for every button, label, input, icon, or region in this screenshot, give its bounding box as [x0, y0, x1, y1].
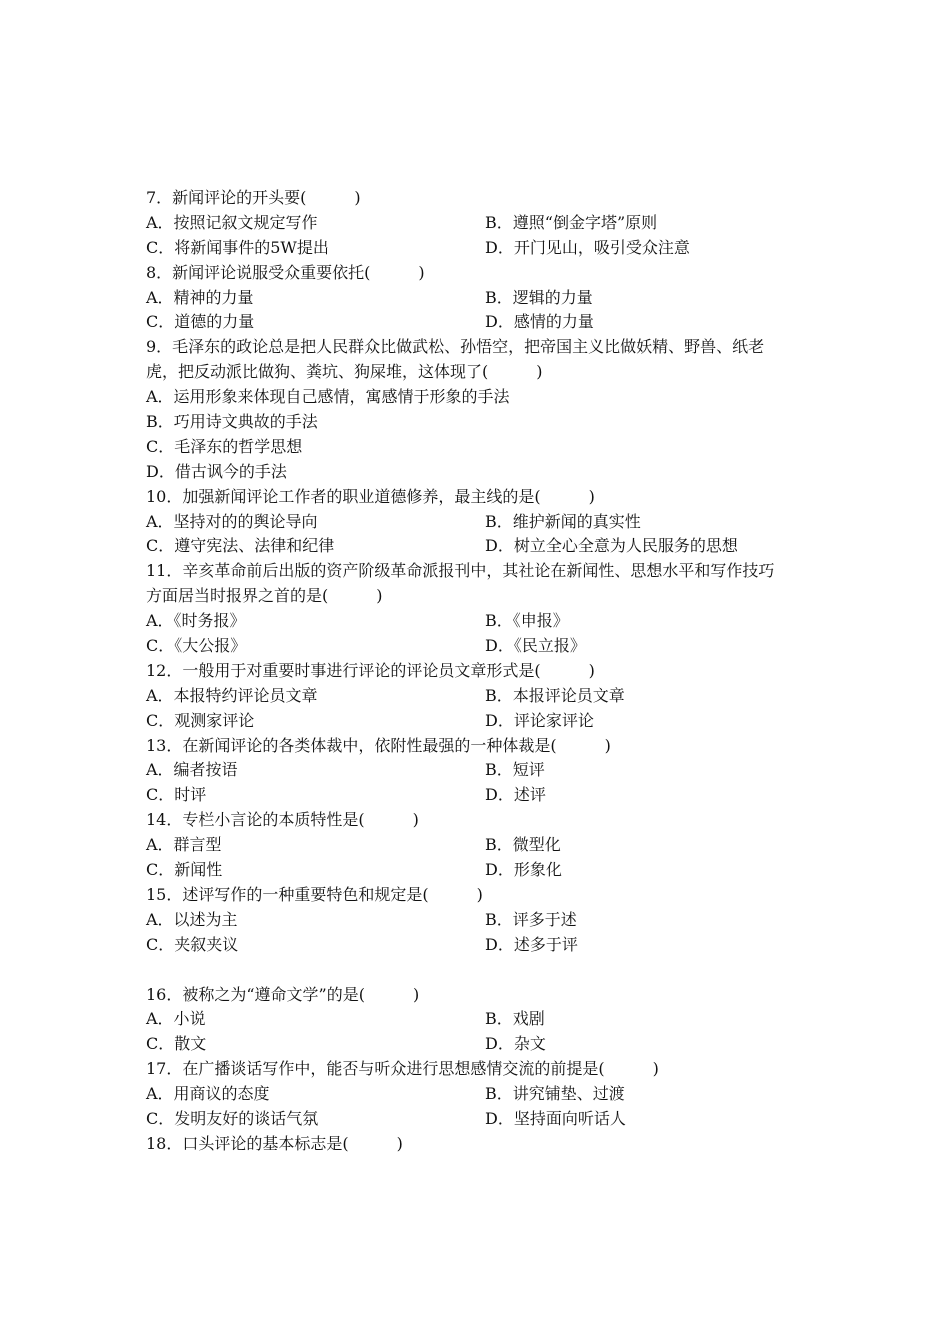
- question-block: [146, 983, 826, 1058]
- answer-option: C．遵守宪法、法律和纪律: [146, 536, 335, 556]
- answer-option: C．时评: [146, 785, 207, 805]
- answer-option: C．将新闻事件的5W提出: [146, 237, 329, 257]
- question-block: [146, 261, 826, 336]
- question-list: [146, 186, 826, 1157]
- question-block: [146, 808, 826, 883]
- option-row: [146, 858, 826, 883]
- answer-option: A．坚持对的的舆论导向: [146, 511, 318, 531]
- answer-option: B．微型化: [485, 835, 561, 855]
- option-row: [146, 534, 826, 559]
- question-stem: 虎，把反动派比做狗、粪坑、狗屎堆，这体现了( ): [146, 362, 543, 382]
- answer-option: B．遵照“倒金字塔”原则: [485, 212, 658, 232]
- answer-option: C．散文: [146, 1034, 207, 1054]
- answer-option: B．短评: [485, 760, 545, 780]
- answer-option: C．夹叙夹议: [146, 934, 239, 954]
- answer-option: A．用商议的态度: [146, 1084, 270, 1104]
- question-block: [146, 485, 826, 560]
- question-block: [146, 559, 826, 659]
- option-row: [146, 709, 826, 734]
- answer-option: D．形象化: [485, 860, 562, 880]
- answer-option: A．精神的力量: [146, 287, 254, 307]
- option-row: [146, 634, 826, 659]
- option-row: [146, 510, 826, 535]
- question-block: [146, 883, 826, 983]
- option-row: [146, 908, 826, 933]
- answer-option: A．小说: [146, 1009, 206, 1029]
- option-row: [146, 833, 826, 858]
- option-row: [146, 211, 826, 236]
- answer-option: D．借古讽今的手法: [146, 461, 287, 481]
- question-stem: 18．口头评论的基本标志是( ): [146, 1133, 403, 1153]
- question-block: [146, 1132, 826, 1157]
- answer-option: B．维护新闻的真实性: [485, 511, 641, 531]
- question-stem: 16．被称之为“遵命文学”的是( ): [146, 984, 420, 1004]
- question-block: [146, 186, 826, 261]
- option-row: [146, 1082, 826, 1107]
- option-row: [146, 310, 826, 335]
- answer-option: A．以述为主: [146, 909, 238, 929]
- answer-option: B．本报评论员文章: [485, 685, 625, 705]
- option-row: [146, 236, 826, 261]
- answer-option: C．毛泽东的哲学思想: [146, 436, 303, 456]
- question-stem: 方面居当时报界之首的是( ): [146, 586, 383, 606]
- answer-option: A．按照记叙文规定写作: [146, 212, 318, 232]
- question-block: [146, 734, 826, 809]
- option-row: [146, 933, 826, 958]
- answer-option: D．感情的力量: [485, 312, 594, 332]
- option-row: [146, 1032, 826, 1057]
- answer-option: C．道德的力量: [146, 312, 255, 332]
- question-stem: 11．辛亥革命前后出版的资产阶级革命派报刊中，其社论在新闻性、思想水平和写作技巧: [146, 561, 775, 581]
- option-row: [146, 286, 826, 311]
- option-row: [146, 783, 826, 808]
- option-row: [146, 684, 826, 709]
- question-block: [146, 1057, 826, 1132]
- spacer: [146, 958, 826, 983]
- answer-option: A．《时务报》: [146, 611, 246, 631]
- answer-option: C．新闻性: [146, 860, 223, 880]
- question-stem: 14．专栏小言论的本质特性是( ): [146, 810, 419, 830]
- answer-option: B．评多于述: [485, 909, 577, 929]
- option-row: [146, 758, 826, 783]
- answer-option: B．讲究铺垫、过渡: [485, 1084, 625, 1104]
- question-stem: 9．毛泽东的政论总是把人民群众比做武松、孙悟空，把帝国主义比做妖精、野兽、纸老: [146, 337, 765, 357]
- answer-option: C．观测家评论: [146, 710, 255, 730]
- answer-option: B．《申报》: [485, 611, 569, 631]
- option-row: [146, 609, 826, 634]
- answer-option: B．戏剧: [485, 1009, 545, 1029]
- question-stem: 12．一般用于对重要时事进行评论的评论员文章形式是( ): [146, 660, 595, 680]
- question-stem: 8．新闻评论说服受众重要依托( ): [146, 262, 425, 282]
- answer-option: C．《大公报》: [146, 636, 247, 656]
- option-row: [146, 1107, 826, 1132]
- answer-option: D．树立全心全意为人民服务的思想: [485, 536, 738, 556]
- answer-option: A．编者按语: [146, 760, 238, 780]
- question-stem: 7．新闻评论的开头要( ): [146, 188, 361, 207]
- answer-option: B．逻辑的力量: [485, 287, 593, 307]
- question-stem: 13．在新闻评论的各类体裁中，依附性最强的一种体裁是( ): [146, 735, 611, 755]
- option-row: [146, 1007, 826, 1032]
- answer-option: A．群言型: [146, 835, 222, 855]
- answer-option: A．运用形象来体现自己感情，寓感情于形象的手法: [146, 387, 510, 407]
- answer-option: D．述评: [485, 785, 546, 805]
- answer-option: D．开门见山，吸引受众注意: [485, 237, 690, 257]
- answer-option: D．《民立报》: [485, 636, 586, 656]
- question-block: [146, 659, 826, 734]
- answer-option: D．评论家评论: [485, 710, 594, 730]
- answer-option: A．本报特约评论员文章: [146, 685, 318, 705]
- answer-option: C．发明友好的谈话气氛: [146, 1108, 319, 1128]
- question-stem: 10．加强新闻评论工作者的职业道德修养，最主线的是( ): [146, 486, 595, 506]
- question-block: [146, 335, 826, 484]
- answer-option: D．坚持面向听话人: [485, 1108, 626, 1128]
- answer-option: D．述多于评: [485, 934, 578, 954]
- question-stem: 17．在广播谈话写作中，能否与听众进行思想感情交流的前提是( ): [146, 1059, 659, 1079]
- answer-option: B．巧用诗文典故的手法: [146, 412, 318, 432]
- answer-option: D．杂文: [485, 1034, 546, 1054]
- question-stem: 15．述评写作的一种重要特色和规定是( ): [146, 884, 483, 904]
